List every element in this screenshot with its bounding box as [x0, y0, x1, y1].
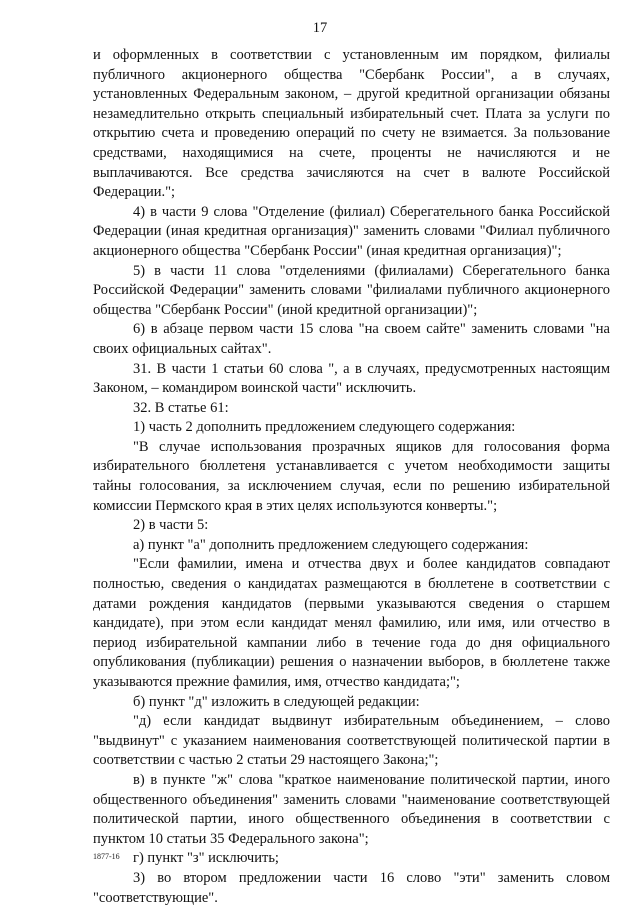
paragraph-subitem-2: 2) в части 5:: [133, 517, 209, 534]
paragraph-quote-item-d: "д) если кандидат выдвинут избирательным объединением, – слово "выдвинут" с указанием наименования соответствующей политической партии в соответствии с частью 2 статьи 29 настоящего Закона;";: [93, 713, 610, 769]
paragraph-item-31: 31. В части 1 статьи 60 слова ", а в случаях, предусмотренных настоящим Законом, – командиром воинской части" исключить.: [93, 360, 610, 397]
document-body: [93, 46, 610, 908]
paragraph-subitem-a: а) пункт "а" дополнить предложением следующего содержания:: [133, 536, 529, 553]
paragraph-continuation: и оформленных в соответствии с установленным им порядком, филиалы публичного акционерного общества "Сбербанк России", а в случаях, установленных Федеральным законом, – другой кредитной организации обязаны незамедлительно открыть специальный избирательный счет. Плата за услуги по открытию счета и проведению операций по счету не взимается. За пользование средствами, находящимися на счете, проценты не начисляются и не выплачиваются. Все средства зачисляются на счет в валюте Российской Федерации.";: [93, 47, 610, 201]
paragraph-subitem-1: 1) часть 2 дополнить предложением следующего содержания:: [133, 419, 516, 436]
paragraph-quote-candidates: "Если фамилии, имена и отчества двух и более кандидатов совпадают полностью, сведения о кандидатах размещаются в бюллетене в соответствии с датами рождения кандидатов (первыми указываются сведения о старшем кандидате), при этом если кандидат менял фамилию, или имя, или отчество в период избирательной кампании либо в течение года до дня официального опубликования (публикации) решения о назначении выборов, в бюллетене также указываются прежние фамилия, имя, отчество кандидата;";: [93, 556, 610, 690]
document-code: 1877-16: [93, 852, 120, 861]
paragraph-item-5: 5) в части 11 слова "отделениями (филиалами) Сберегательного банка Российской Федерации" заменить словами "филиалами публичного акционерного общества "Сбербанк России" (иной кредитной организации)";: [93, 262, 610, 318]
paragraph-item-6: 6) в абзаце первом части 15 слова "на своем сайте" заменить словами "на своих официальных сайтах".: [93, 321, 610, 357]
paragraph-subitem-3: 3) во втором предложении части 16 слово "эти" заменить словом "соответствующие".: [93, 869, 610, 906]
paragraph-subitem-v: в) в пункте "ж" слова "краткое наименование политической партии, иного общественного объединения" заменить словами "наименование соответствующей политической партии, иного общественного объединения в соответствии с пунктом 10 статьи 35 Федерального закона";: [93, 771, 610, 847]
paragraph-subitem-b: б) пункт "д" изложить в следующей редакции:: [133, 693, 420, 710]
paragraph-subitem-g: г) пункт "з" исключить;: [133, 850, 279, 867]
paragraph-item-32: 32. В статье 61:: [133, 399, 229, 416]
paragraph-item-4: 4) в части 9 слова "Отделение (филиал) Сберегательного банка Российской Федерации (иная кредитная организация)" заменить словами "Филиал публичного акционерного общества "Сбербанк России" (иная кредитная организация)";: [93, 203, 610, 259]
paragraph-quote-ballot-form: "В случае использования прозрачных ящиков для голосования форма избирательного бюллетеня устанавливается с учетом необходимости защиты тайны голосования, за исключением случая, если по решению избирательной комиссии Пермского края в этих целях используются конверты.";: [93, 438, 610, 514]
page-number: 17: [312, 20, 328, 36]
